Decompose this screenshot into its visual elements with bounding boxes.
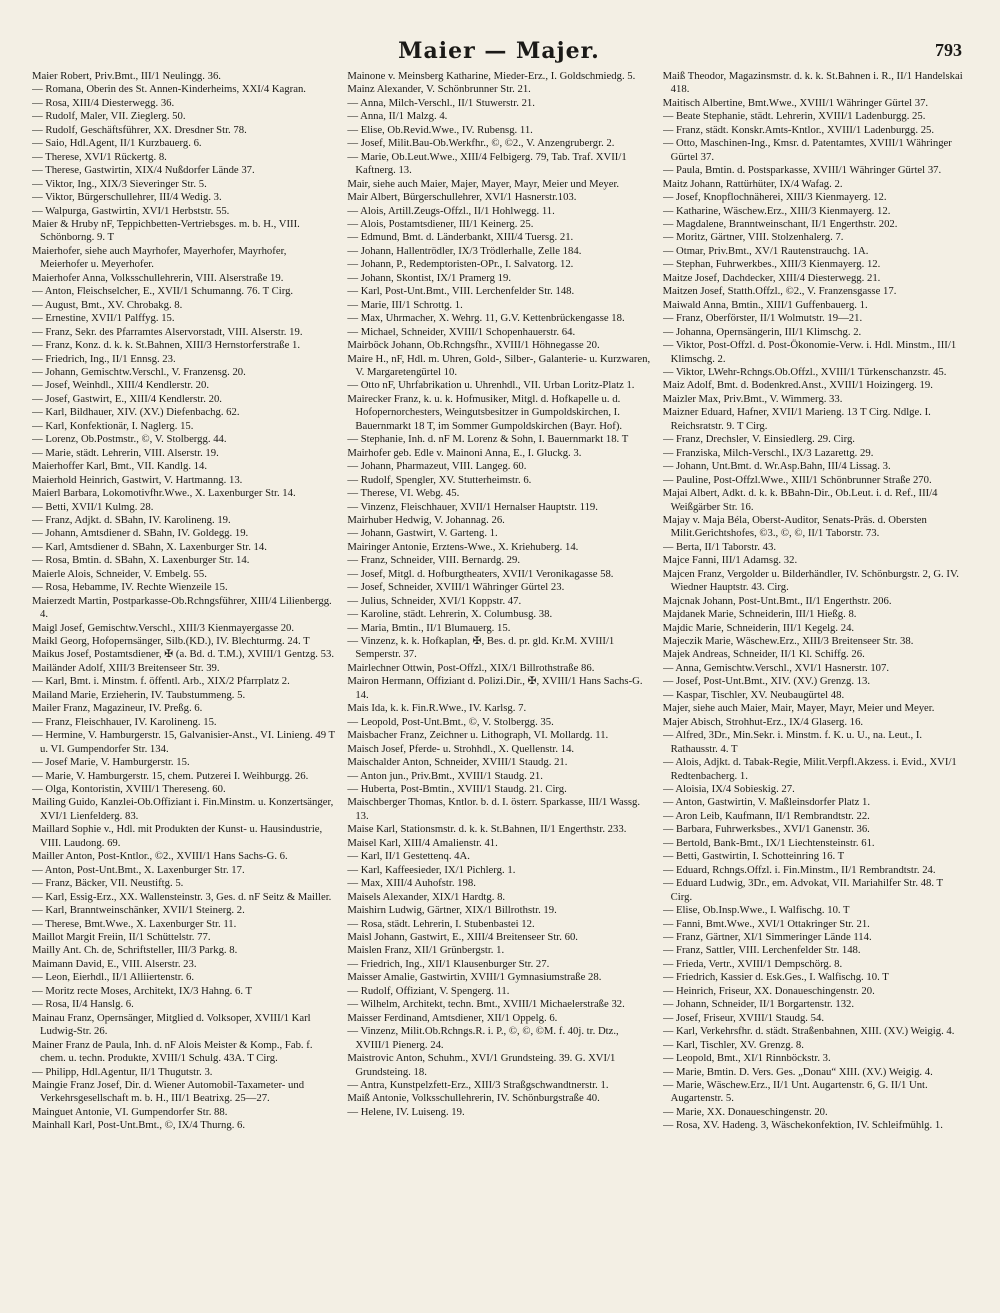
directory-entry: — Franz, Schneider, VIII. Bernardg. 29. xyxy=(347,554,521,567)
directory-entry: — Alois, Adjkt. d. Tabak-Regie, Milit.Verpfl.Akzess. i. Evid., XVI/1 Redtenbacherg. 1. xyxy=(662,756,957,782)
directory-entry: — Karl, Post-Unt.Bmt., VIII. Lerchenfelder Str. 148. xyxy=(347,285,575,298)
directory-entry: — Karl, Branntweinschänker, XVII/1 Steinerg. 2. xyxy=(32,904,245,917)
column-middle xyxy=(347,70,650,1290)
directory-entry: Maisch Josef, Pferde- u. Strohhdl., X. Quellenstr. 14. xyxy=(347,742,575,755)
directory-entry: Mainguet Antonie, VI. Gumpendorfer Str. 88. xyxy=(32,1105,228,1118)
running-title: Maier — Majer. xyxy=(398,38,600,64)
directory-entry: — Leopold, Bmt., XI/1 Rinnböckstr. 3. xyxy=(662,1052,831,1065)
directory-entry: — Anton jun., Priv.Bmt., XVIII/1 Staudg. 21. xyxy=(347,769,543,782)
directory-entry: — Anna, Gemischtw.Verschl., XVI/1 Hasnerstr. 107. xyxy=(662,661,890,674)
directory-entry: Mainone v. Meinsberg Katharine, Mieder-Erz., I. Goldschmiedg. 5. xyxy=(347,70,636,82)
directory-entry: — Stephan, Fuhrwerkbes., XIII/3 Kienmayerg. 12. xyxy=(662,258,881,271)
directory-entry: Majcen Franz, Vergolder u. Bilderhändler, IV. Schönburgstr. 2, G. IV. Wiedner Hauptstr. 43. Cirg. xyxy=(662,567,959,594)
directory-entry: — Rosa, XV. Hadeng. 3, Wäschekonfektion, IV. Schleifmühlg. 1. xyxy=(662,1119,943,1132)
directory-entry: — Marie, Bmtin. D. Vers. Ges. „Donau“ XIII. (XV.) Weigig. 4. xyxy=(662,1065,933,1078)
directory-entry: Majeczik Marie, Wäschew.Erz., XIII/3 Breitenseer Str. 38. xyxy=(662,635,914,648)
directory-entry: Mair Albert, Bürgerschullehrer, XVI/1 Hasnerstr.103. xyxy=(347,191,577,204)
directory-entry: — Karl, Verkehrsfhr. d. städt. Straßenbahnen, XIII. (XV.) Weigig. 4. xyxy=(662,1025,955,1038)
directory-entry: — Ernestine, XVII/1 Palffyg. 15. xyxy=(32,312,175,325)
directory-entry: — Anton, Gastwirtin, V. Maßleinsdorfer Platz 1. xyxy=(662,796,871,809)
directory-entry: Maistrovic Anton, Schuhm., XVI/1 Grundsteing. 39. G. XVI/1 Grundsteing. 18. xyxy=(347,1052,616,1078)
directory-entry: — Franz, Adjkt. d. SBahn, IV. Karolineng. 19. xyxy=(32,513,231,526)
directory-entry: — Karoline, städt. Lehrerin, X. Columbusg. 38. xyxy=(347,608,553,621)
directory-entry: — Alois, Artill.Zeugs-Offzl., II/1 Hohlwegg. 11. xyxy=(347,204,555,217)
directory-entry: Maitz Johann, Rattürhüter, IX/4 Wafag. 2. xyxy=(662,177,843,190)
directory-entry: — Moritz recte Moses, Architekt, IX/3 Hahng. 6. T xyxy=(32,984,253,997)
directory-entry: — Viktor, LWehr-Rchngs.Ob.Offzl., XVIII/1 Türkenschanzstr. 45. xyxy=(662,365,947,378)
directory-entry: — Betti, XVII/1 Kulmg. 28. xyxy=(32,500,154,513)
page-number: 793 xyxy=(935,40,962,60)
directory-entry: Maise Karl, Stationsmstr. d. k. k. St.Bahnen, II/1 Engerthstr. 233. xyxy=(347,823,627,836)
directory-entry: — Alfred, 3Dr., Min.Sekr. i. Minstm. f. K. u. U., na. Leut., I. Rathausstr. 4. T xyxy=(662,729,923,755)
directory-entry: Mairecker Franz, k. u. k. Hofmusiker, Mitgl. d. Hofkapelle u. d. Hofopernorchesters, Weingutsbesitzer in Gumpoldskirchen, I. Bauernmarkt 18 T, im Sommer Gumpoldskirchen (Bayr. Hof). xyxy=(347,392,623,432)
directory-entry: — Johann, P., Redemptoristen-OPr., I. Salvatorg. 12. xyxy=(347,258,574,271)
directory-entry: — Stephanie, Inh. d. nF M. Lorenz & Sohn, I. Bauernmarkt 18. T xyxy=(347,433,629,446)
directory-entry: — Kaspar, Tischler, XV. Neubaugürtel 48. xyxy=(662,688,845,701)
directory-entry: Maierhofer, siehe auch Mayrhofer, Mayerhofer, Mayrhofer, Meierhofer u. Meyerhofer. xyxy=(32,244,287,271)
directory-entry: — Michael, Schneider, XVIII/1 Schopenhauerstr. 64. xyxy=(347,325,576,338)
directory-entry: — Vinzenz, Milit.Ob.Rchngs.R. i. P., ©, ©, ©M. f. 40j. tr. Dtz., XVIII/1 Pienerg. 24. xyxy=(347,1025,619,1051)
directory-entry: Mainau Franz, Opernsänger, Mitglied d. Volksoper, XVIII/1 Karl Ludwig-Str. 26. xyxy=(32,1011,311,1038)
directory-entry: Maierhoffer Karl, Bmt., VII. Kandlg. 14. xyxy=(32,460,208,473)
directory-entry: — Josef, Post-Unt.Bmt., XIV. (XV.) Grenzg. 13. xyxy=(662,675,871,688)
directory-entry: Mairhuber Hedwig, V. Johannag. 26. xyxy=(347,513,505,526)
directory-entry: Maillard Sophie v., Hdl. mit Produkten der Kunst- u. Hausindustrie, VIII. Laudong. 69. xyxy=(32,823,323,849)
directory-entry: Maisser Amalie, Gastwirtin, XVIII/1 Gymnasiumstraße 28. xyxy=(347,971,602,984)
directory-entry: Maiß Antonie, Volksschullehrerin, IV. Schönburgstraße 40. xyxy=(347,1092,600,1105)
directory-entry: — Olga, Kontoristin, XVIII/1 Thereseng. 60. xyxy=(32,783,226,796)
directory-entry: — Leopold, Post-Unt.Bmt., ©, V. Stolbergg. 35. xyxy=(347,715,554,728)
directory-entry: Mair, siehe auch Maier, Majer, Mayer, Mayr, Meier und Meyer. xyxy=(347,177,620,190)
directory-entry: Maire H., nF, Hdl. m. Uhren, Gold-, Silber-, Galanterie- u. Kurzwaren, V. Margaretengürtel 10. xyxy=(347,352,651,378)
directory-entry: — Walpurga, Gastwirtin, XVI/1 Herbststr. 55. xyxy=(32,204,230,217)
directory-entry: — Therese, VI. Webg. 45. xyxy=(347,487,460,500)
directory-entry: — Franz, Fleischhauer, IV. Karolineng. 15. xyxy=(32,715,217,728)
directory-entry: — Friedrich, Ing., XII/1 Klausenburger Str. 27. xyxy=(347,957,550,970)
directory-entry: Mailer Franz, Magazineur, IV. Preßg. 6. xyxy=(32,702,203,715)
directory-entry: Maisl Johann, Gastwirt, E., XIII/4 Breitenseer Str. 60. xyxy=(347,931,578,943)
directory-entry: Mairon Hermann, Offiziant d. Polizi.Dir., ✠, XVIII/1 Hans Sachs-G. 14. xyxy=(347,675,643,701)
directory-entry: Mailand Marie, Erzieherin, IV. Taubstummeng. 5. xyxy=(32,688,246,701)
directory-entry: Maisbacher Franz, Zeichner u. Lithograph, VI. Mollardg. 11. xyxy=(347,729,609,742)
directory-entry: — Anton, Fleischselcher, E., XVII/1 Schumanng. 76. T Cirg. xyxy=(32,285,294,298)
directory-entry: Maischberger Thomas, Kntlor. b. d. I. österr. Sparkasse, III/1 Wassg. 13. xyxy=(347,796,641,822)
directory-entry: — Berta, II/1 Taborstr. 43. xyxy=(662,540,776,553)
column-left xyxy=(32,70,335,1290)
page-header xyxy=(32,34,966,64)
directory-entry: Maikl Georg, Hofopernsänger, Silb.(KD.), IV. Blechturmg. 24. T xyxy=(32,635,310,648)
directory-entry: — Rudolf, Geschäftsführer, XX. Dresdner Str. 78. xyxy=(32,123,247,136)
directory-entry: — Viktor, Ing., XIX/3 Sieveringer Str. 5. xyxy=(32,177,207,190)
directory-entry: Maiz Adolf, Bmt. d. Bodenkred.Anst., XVIII/1 Hoizingerg. 19. xyxy=(662,379,933,392)
directory-entry: Mailler Anton, Post-Kntlor., ©2., XVIII/1 Hans Sachs-G. 6. xyxy=(32,850,288,863)
directory-entry: Maillot Margit Freiin, II/1 Schüttelstr. 77. xyxy=(32,931,211,943)
directory-entry: Maierhold Heinrich, Gastwirt, V. Hartmanng. 13. xyxy=(32,473,243,486)
directory-entry: — Paula, Bmtin. d. Postsparkasse, XVIII/1 Währinger Gürtel 37. xyxy=(662,164,942,177)
directory-entry: — Rudolf, Spengler, XV. Stutterheimstr. 6. xyxy=(347,473,532,486)
directory-entry: — Marie, III/1 Schrottg. 1. xyxy=(347,298,463,311)
directory-entry: — Otto, Maschinen-Ing., Kmsr. d. Patentamtes, XVIII/1 Währinger Gürtel 37. xyxy=(662,137,952,163)
directory-entry: — Viktor, Post-Offzl. d. Post-Ökonomie-Verw. i. Hdl. Minstm., III/1 Klimschg. 2. xyxy=(662,339,957,365)
directory-entry: — Philipp, Hdl.Agentur, II/1 Thugutstr. 3. xyxy=(32,1065,213,1078)
directory-entry: — Karl, Bildhauer, XIV. (XV.) Diefenbachg. 62. xyxy=(32,406,240,419)
directory-entry: Maigl Josef, Gemischtw.Verschl., XIII/3 Kienmayergasse 20. xyxy=(32,621,295,634)
directory-entry: Mairböck Johann, Ob.Rchngsfhr., XVIII/1 Höhnegasse 20. xyxy=(347,339,600,352)
directory-entry: — Antra, Kunstpelzfett-Erz., XIII/3 Straßgschwandtnerstr. 1. xyxy=(347,1078,609,1091)
directory-entry: Majcnak Johann, Post-Unt.Bmt., II/1 Engerthstr. 206. xyxy=(662,594,892,607)
directory-entry: — Otmar, Priv.Bmt., XV/1 Rautenstrauchg. 1A. xyxy=(662,244,869,257)
directory-entry: — Rosa, Bmtin. d. SBahn, X. Laxenburger Str. 14. xyxy=(32,554,250,567)
directory-entry: — Marie, Ob.Leut.Wwe., XIII/4 Felbigerg. 79, Tab. Traf. XVII/1 Kaftnerg. 13. xyxy=(347,150,627,177)
directory-entry: — Anton, Post-Unt.Bmt., X. Laxenburger Str. 17. xyxy=(32,863,245,876)
directory-entry: Mais Ida, k. k. Fin.R.Wwe., IV. Karlsg. 7. xyxy=(347,702,527,715)
directory-entry: — Franziska, Milch-Verschl., IX/3 Lazarettg. 29. xyxy=(662,446,874,459)
directory-entry: — Rosa, XIII/4 Diesterwegg. 36. xyxy=(32,96,175,109)
directory-entry: — Franz, städt. Konskr.Amts-Kntlor., XVIII/1 Ladenburgg. 25. xyxy=(662,123,935,136)
directory-entry: Maierl Barbara, Lokomotivfhr.Wwe., X. Laxenburger Str. 14. xyxy=(32,487,296,500)
directory-entry: — Franz, Gärtner, XI/1 Simmeringer Lände 114. xyxy=(662,931,872,943)
directory-entry: — Johann, Gemischtw.Verschl., V. Franzensg. 20. xyxy=(32,365,246,378)
directory-entry: Maitzen Josef, Statth.Offzl., ©2., V. Franzensgasse 17. xyxy=(662,285,897,298)
directory-entry: — Max, XIII/4 Auhofstr. 198. xyxy=(347,877,476,890)
directory-entry: Maisels Alexander, XIX/1 Hardtg. 8. xyxy=(347,890,506,903)
directory-entry: — Rudolf, Maler, VII. Zieglerg. 50. xyxy=(32,110,186,123)
directory-entry: — Rosa, städt. Lehrerin, I. Stubenbastei 12. xyxy=(347,917,535,930)
directory-entry: — Josef Marie, V. Hamburgerstr. 15. xyxy=(32,756,190,769)
directory-entry: — Romana, Oberin des St. Annen-Kinderheims, XXI/4 Kagran. xyxy=(32,83,306,96)
directory-entry: — Anna, II/1 Malzg. 4. xyxy=(347,110,448,123)
directory-entry: — Viktor, Bürgerschullehrer, III/4 Wedig. 3. xyxy=(32,191,222,204)
directory-entry: — Huberta, Post-Bmtin., XVIII/1 Staudg. 21. Cirg. xyxy=(347,783,567,796)
directory-entry: — Marie, V. Hamburgerstr. 15, chem. Putzerei I. Weihburgg. 26. xyxy=(32,769,309,782)
directory-entry: — Marie, XX. Donaueschingenstr. 20. xyxy=(662,1105,828,1118)
directory-entry: — Aron Leib, Kaufmann, II/1 Rembrandtstr. 22. xyxy=(662,809,870,822)
column-right xyxy=(663,70,966,1290)
directory-entry: — Pauline, Post-Offzl.Wwe., XIII/1 Schönbrunner Straße 270. xyxy=(662,473,932,486)
directory-entry: — Aloisia, IX/4 Sobieskig. 27. xyxy=(662,783,795,796)
directory-entry: — Karl, Amtsdiener d. SBahn, X. Laxenburger Str. 14. xyxy=(32,540,267,553)
directory-entry: — Karl, II/1 Gestettenq. 4A. xyxy=(347,850,470,863)
directory-entry: — Karl, Konfektionär, I. Naglerg. 15. xyxy=(32,419,194,432)
directory-entry: — Josef, Gastwirt, E., XIII/4 Kendlerstr. 20. xyxy=(32,392,222,405)
directory-entry: — Marie, städt. Lehrerin, VIII. Alserstr. 19. xyxy=(32,446,219,459)
directory-entry: — Wilhelm, Architekt, techn. Bmt., XVIII/1 Michaelerstraße 32. xyxy=(347,998,625,1011)
directory-entry: — Franz, Sattler, VIII. Lerchenfelder Str. 148. xyxy=(662,944,861,957)
directory-entry: — Maria, Bmtin., II/1 Blumauerg. 15. xyxy=(347,621,511,634)
directory-entry: Majay v. Maja Béla, Oberst-Auditor, Senats-Präs. d. Obersten Milit.Gerichtshofes, ©3., ©, ©, II/1 Taborstr. 73. xyxy=(662,513,927,540)
directory-entry: Majdic Marie, Schneiderin, III/1 Kegelg. 24. xyxy=(662,621,855,634)
directory-entry: — Saio, Hdl.Agent, II/1 Kurzbauerg. 6. xyxy=(32,137,202,150)
directory-entry: Maierle Alois, Schneider, V. Embelg. 55. xyxy=(32,567,207,580)
directory-entry: — Therese, XVI/1 Rückertg. 8. xyxy=(32,150,167,163)
directory-entry: — Anna, Milch-Verschl., II/1 Stuwerstr. 21. xyxy=(347,96,535,109)
directory-entry: — Josef, Milit.Bau-Ob.Werkfhr., ©, ©2., V. Anzengrubergr. 2. xyxy=(347,137,615,150)
directory-entry: — Eduard Ludwig, 3Dr., em. Advokat, VII. Mariahilfer Str. 48. T Cirg. xyxy=(662,877,943,903)
directory-entry: — Vinzenz, k. k. Hofkaplan, ✠, Bes. d. pr. gld. Kr.M. XVIII/1 Semperstr. 37. xyxy=(347,635,615,661)
directory-entry: — Bertold, Bank-Bmt., IX/1 Liechtensteinstr. 61. xyxy=(662,836,875,849)
directory-entry: — Max, Uhrmacher, X. Wehrg. 11, G.V. Kettenbrückengasse 18. xyxy=(347,312,625,325)
directory-entry: — Magdalene, Branntweinschant, II/1 Engerthstr. 202. xyxy=(662,217,898,230)
directory-entry: Maizner Eduard, Hafner, XVII/1 Marieng. 13 T Cirg. Ndlge. I. Reichsratstr. 9. T Cirg. xyxy=(662,406,931,432)
directory-entry: — Edmund, Bmt. d. Länderbankt, XIII/4 Tuersg. 21. xyxy=(347,231,574,244)
directory-entry: Mailänder Adolf, XIII/3 Breitenseer Str. 39. xyxy=(32,661,220,674)
directory-entry: — Franz, Sekr. des Pfarramtes Alservorstadt, VIII. Alserstr. 19. xyxy=(32,325,303,338)
directory-entry: — Hermine, V. Hamburgerstr. 15, Galvanisier-Anst., VI. Linieng. 49 T u. VI. Gumpendorfer Str. 134. xyxy=(32,729,335,755)
directory-entry: — Franz, Oberförster, II/1 Wolmutstr. 19—21. xyxy=(662,312,863,325)
directory-entry: — Eduard, Rchngs.Offzl. i. Fin.Minstm., II/1 Rembrandtstr. 24. xyxy=(662,863,936,876)
directory-entry: — Marie, Wäschew.Erz., II/1 Unt. Augartenstr. 6, G. II/1 Unt. Augartenstr. 5. xyxy=(662,1078,928,1105)
directory-entry: — Elise, Ob.Insp.Wwe., I. Walfischg. 10. T xyxy=(662,904,850,917)
directory-entry: — Alois, Postamtsdiener, III/1 Keinerg. 25. xyxy=(347,217,534,230)
directory-entry: — Franz, Drechsler, V. Einsiedlerg. 29. Cirg. xyxy=(662,433,855,446)
directory-entry: — Josef, Mitgl. d. Hofburgtheaters, XVII/1 Veronikagasse 58. xyxy=(347,567,614,580)
directory-entry: Maier & Hruby nF, Teppichbetten-Vertriebsges. m. b. H., VIII. Schönborng. 9. T xyxy=(32,217,300,244)
directory-entry: — Katharine, Wäschew.Erz., XIII/3 Kienmayerg. 12. xyxy=(662,204,891,217)
directory-entry: — Helene, IV. Luiseng. 19. xyxy=(347,1105,465,1118)
directory-entry: — Johann, Skontist, IX/1 Pramerg 19. xyxy=(347,271,512,284)
directory-entry: Mailly Ant. Ch. de, Schriftsteller, III/3 Parkg. 8. xyxy=(32,944,238,957)
directory-entry: — Therese, Gastwirtin, XIX/4 Nußdorfer Lände 37. xyxy=(32,164,255,177)
directory-entry: — Karl, Essig-Erz., XX. Wallensteinstr. 3, Ges. d. nF Seitz & Mailler. xyxy=(32,890,332,903)
directory-entry: — Vinzenz, Fleischhauer, XVII/1 Hernalser Hauptstr. 119. xyxy=(347,500,598,513)
directory-entry: Maiß Theodor, Magazinsmstr. d. k. k. St.Bahnen i. R., II/1 Handelskai 418. xyxy=(662,70,963,96)
directory-entry: Mairhofer geb. Edle v. Mainoni Anna, E., I. Gluckg. 3. xyxy=(347,446,582,459)
directory-entry: — Josef, Weinhdl., XIII/4 Kendlerstr. 20. xyxy=(32,379,210,392)
directory-entry: — Heinrich, Friseur, XX. Donaueschingenstr. 20. xyxy=(662,984,875,997)
directory-entry: Mailing Guido, Kanzlei-Ob.Offiziant i. Fin.Minstm. u. Konzertsänger, XVI/1 Lienfelderg. 83. xyxy=(32,796,334,822)
directory-entry: — August, Bmt., XV. Chrobakg. 8. xyxy=(32,298,183,311)
directory-entry: Mairlechner Ottwin, Post-Offzl., XIX/1 Billrothstraße 86. xyxy=(347,661,595,674)
directory-entry: — Fanni, Bmt.Wwe., XVI/1 Ottakringer Str. 21. xyxy=(662,917,870,930)
directory-entry: Maikus Josef, Postamtsdiener, ✠ (a. Bd. d. T.M.), XVIII/1 Gentzg. 53. xyxy=(32,648,334,661)
directory-entry: Majai Albert, Adkt. d. k. k. BBahn-Dir., Ob.Leut. i. d. Ref., III/4 Weißgärber Str. 16. xyxy=(662,487,938,513)
directory-entry: — Johann, Gastwirt, V. Garteng. 1. xyxy=(347,527,498,540)
directory-entry: Maizler Max, Priv.Bmt., V. Wimmerg. 33. xyxy=(662,392,843,405)
directory-entry: — Elise, Ob.Revid.Wwe., IV. Rubensg. 11. xyxy=(347,123,533,136)
directory-entry: — Johann, Hallentrödler, IX/3 Trödlerhalle, Zelle 184. xyxy=(347,244,582,257)
directory-entry: Maisser Ferdinand, Amtsdiener, XII/1 Oppelg. 6. xyxy=(347,1011,558,1024)
directory-entry: Maitze Josef, Dachdecker, XIII/4 Diesterwegg. 21. xyxy=(662,271,881,284)
directory-entry: — Rosa, Hebamme, IV. Rechte Wienzeile 15. xyxy=(32,581,228,594)
directory-entry: — Betti, Gastwirtin, I. Schotteinring 16. T xyxy=(662,850,845,863)
directory-entry: Majce Fanni, III/1 Adamsg. 32. xyxy=(662,554,798,567)
directory-entry: Maishirn Ludwig, Gärtner, XIX/1 Billrothstr. 19. xyxy=(347,904,557,917)
directory-entry: Maisel Karl, XIII/4 Amalienstr. 41. xyxy=(347,836,498,849)
directory-entry: Mainhall Karl, Post-Unt.Bmt., ©, IX/4 Thurng. 6. xyxy=(32,1119,246,1132)
directory-entry: — Josef, Schneider, XVIII/1 Währinger Gürtel 23. xyxy=(347,581,565,594)
directory-entry: — Otto nF, Uhrfabrikation u. Uhrenhdl., VII. Urban Loritz-Platz 1. xyxy=(347,379,635,392)
directory-entry: Maingie Franz Josef, Dir. d. Wiener Automobil-Taxameter- und Verkehrsgesellschaft m. b. H., III/1 Beatrixg. 25—27. xyxy=(32,1078,305,1105)
directory-entry: — Rudolf, Offiziant, V. Spengerg. 11. xyxy=(347,984,510,997)
directory-entry: Maierzedt Martin, Postparkasse-Ob.Rchngsführer, XIII/4 Lilienbergg. 4. xyxy=(32,594,332,621)
directory-entry: — Friedrich, Kassier d. Esk.Ges., I. Walfischg. 10. T xyxy=(662,971,889,984)
directory-entry: — Johann, Amtsdiener d. SBahn, IV. Goldegg. 19. xyxy=(32,527,249,540)
directory-entry: — Friedrich, Ing., II/1 Ennsg. 23. xyxy=(32,352,176,365)
directory-entry: Majer, siehe auch Maier, Mair, Mayer, Mayr, Meier und Meyer. xyxy=(662,702,935,715)
directory-entry: — Johann, Schneider, II/1 Borgartenstr. 132. xyxy=(662,998,855,1011)
directory-entry: — Lorenz, Ob.Postmstr., ©, V. Stolbergg. 44. xyxy=(32,433,227,446)
directory-entry: — Beate Stephanie, städt. Lehrerin, XVIII/1 Ladenburgg. 25. xyxy=(662,110,926,123)
directory-entry: — Moritz, Gärtner, VIII. Stolzenhalerg. 7. xyxy=(662,231,844,244)
directory-entry: — Frieda, Vertr., XVIII/1 Dempschörg. 8. xyxy=(662,957,843,970)
directory-entry: Mainer Franz de Paula, Inh. d. nF Alois Meister & Komp., Fab. f. chem. u. techn. Produkte, XVIII/1 Schulg. 43A. T Cirg. xyxy=(32,1038,313,1065)
directory-entry: — Johann, Unt.Bmt. d. Wr.Asp.Bahn, III/4 Lissag. 3. xyxy=(662,460,891,473)
directory-entry: Maimann David, E., VIII. Alserstr. 23. xyxy=(32,957,197,970)
directory-entry: — Johann, Pharmazeut, VIII. Langeg. 60. xyxy=(347,460,527,473)
directory-entry: Maischalder Anton, Schneider, XVIII/1 Staudg. 21. xyxy=(347,756,568,769)
directory-columns xyxy=(32,70,966,1290)
directory-entry: Majdanek Marie, Schneiderin, III/1 Hießg. 8. xyxy=(662,608,857,621)
directory-entry: — Franz, Bäcker, VII. Neustiftg. 5. xyxy=(32,877,184,890)
directory-entry: Maislen Franz, XII/1 Grünbergstr. 1. xyxy=(347,944,505,957)
directory-entry: Majer Abisch, Strohhut-Erz., IX/4 Glaserg. 16. xyxy=(662,715,864,728)
directory-entry: Maitisch Albertine, Bmt.Wwe., XVIII/1 Währinger Gürtel 37. xyxy=(662,96,929,109)
directory-entry: — Karl, Kaffeesieder, IX/1 Pichlerg. 1. xyxy=(347,863,516,876)
directory-entry: Maiwald Anna, Bmtin., XIII/1 Guffenbauerg. 1. xyxy=(662,298,868,311)
directory-entry: — Barbara, Fuhrwerksbes., XVI/1 Ganenstr. 36. xyxy=(662,823,870,836)
directory-entry: — Therese, Bmt.Wwe., X. Laxenburger Str. 11. xyxy=(32,917,237,930)
directory-entry: Mairinger Antonie, Erztens-Wwe., X. Kriehuberg. 14. xyxy=(347,540,579,553)
directory-entry: — Leon, Eierhdl., II/1 Alliiertenstr. 6. xyxy=(32,971,195,984)
directory-entry: — Franz, Konz. d. k. k. St.Bahnen, XIII/3 Hernstorferstraße 1. xyxy=(32,339,301,352)
directory-entry: Majek Andreas, Schneider, II/1 Kl. Schiffg. 26. xyxy=(662,648,865,661)
directory-entry: — Karl, Tischler, XV. Grenzg. 8. xyxy=(662,1038,804,1051)
directory-entry: — Josef, Knopflochnäherei, XIII/3 Kienmayerg. 12. xyxy=(662,191,887,204)
directory-entry: Maierhofer Anna, Volksschullehrerin, VIII. Alserstraße 19. xyxy=(32,271,284,284)
directory-entry: — Karl, Bmt. i. Minstm. f. öffentl. Arb., XIX/2 Pfarrplatz 2. xyxy=(32,675,290,688)
directory-entry: — Rosa, II/4 Hanslg. 6. xyxy=(32,998,134,1011)
directory-entry: — Julius, Schneider, XVI/1 Koppstr. 47. xyxy=(347,594,522,607)
directory-entry: — Johanna, Opernsängerin, III/1 Klimschg. 2. xyxy=(662,325,862,338)
directory-entry: Mainz Alexander, V. Schönbrunner Str. 21. xyxy=(347,83,531,96)
directory-entry: Maier Robert, Priv.Bmt., III/1 Neulingg. 36. xyxy=(32,70,221,82)
directory-entry: — Josef, Friseur, XVIII/1 Staudg. 54. xyxy=(662,1011,825,1024)
